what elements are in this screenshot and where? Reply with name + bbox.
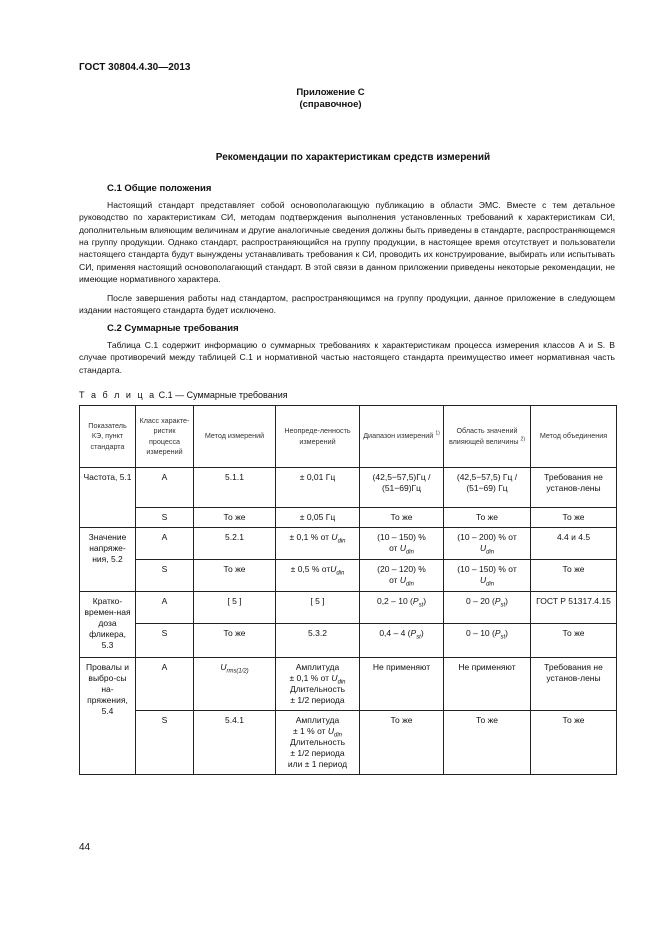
header-range: Диапазон измерений $^{1)}$ xyxy=(360,406,444,468)
header-method: Метод измерений xyxy=(194,406,276,468)
section-1-paragraph-1: Настоящий стандарт представляет собой основополагающую публикацию в области ЭМС. Вместе с тем детальное руководство по характеристикам СИ, методам подтверждения выполнения установленных требований к характеристикам СИ, дополнительным влияющим величинам и другие аналогичные сведения должны быть приведены в стандарте, распространяющемся на группу продукции. Однако стандарт, распространяющийся на группу продукции, в настоящее время отсутствует и пользователи настоящего стандарта будут вынуждены устанавливать требования к СИ, проводить их конструирование, выбирать или испытывать СИ, применяя настоящий основополагающий стандарт. В этой связи в данном приложении приведены некоторые рекомендации, не имеющие нормативного характера. xyxy=(79,200,615,285)
annex-type: (справочное) xyxy=(299,99,362,110)
table-caption-text: С.1 — Суммарные требования xyxy=(156,390,288,400)
method-cell: 5.4.1 xyxy=(194,711,276,775)
uncertainty-cell: ± 0,5 % отU$_{din}$ xyxy=(276,560,360,592)
param-flicker: Кратко-времен-ная доза фликера, 5.3 xyxy=(80,592,136,658)
method-cell: 5.1.1 xyxy=(194,468,276,508)
header-class: Класс характе-ристик процесса измерений xyxy=(136,406,194,468)
influence-cell: (10 – 200) % от $U_{din}$ xyxy=(444,528,531,560)
section-heading-2: С.2 Суммарные требования xyxy=(107,323,239,334)
range-cell: То же xyxy=(360,711,444,775)
aggregation-cell: То же xyxy=(531,624,617,658)
range-cell: (42,5−57,5)Гц / (51−69)Гц xyxy=(360,468,444,508)
table-row xyxy=(80,711,617,775)
class-cell: A xyxy=(136,468,194,508)
class-cell: A xyxy=(136,528,194,560)
class-cell: S xyxy=(136,560,194,592)
aggregation-cell: То же xyxy=(531,508,617,528)
class-cell: A xyxy=(136,592,194,624)
method-cell: То же xyxy=(194,508,276,528)
uncertainty-cell: ± 0,1 % от $U_{din}$ xyxy=(276,528,360,560)
table-row xyxy=(80,592,617,624)
section-2-paragraph-1: Таблица С.1 содержит информацию о суммарных требованиях к характеристикам процесса измерения классов A и S. В случае противоречий между таблицей С.1 и нормативной частью настоящего стандарта преимущество имеет нормативная часть стандарта. xyxy=(79,340,615,375)
table-row xyxy=(80,658,617,711)
uncertainty-cell: ± 0,05 Гц xyxy=(276,508,360,528)
param-frequency: Частота, 5.1 xyxy=(80,468,136,528)
range-cell: 0,4 – 4 $(P_{st})$ xyxy=(360,624,444,658)
table-row xyxy=(80,624,617,658)
class-cell: S xyxy=(136,508,194,528)
aggregation-cell: Требования не установ-лены xyxy=(531,658,617,711)
section-1-paragraph-2: После завершения работы над стандартом, распространяющимся на группу продукции, данное приложение в следующем издании настоящего стандарта будет исключено. xyxy=(79,293,615,316)
requirements-table xyxy=(79,405,617,775)
aggregation-cell: ГОСТ Р 51317.4.15 xyxy=(531,592,617,624)
header-parameter: Показатель КЭ, пункт стандарта xyxy=(80,406,136,468)
annex-title: Рекомендации по характеристикам средств измерений xyxy=(215,152,491,163)
table-row xyxy=(80,528,617,560)
param-voltage: Значение напряже-ния, 5.2 xyxy=(80,528,136,592)
aggregation-cell: 4.4 и 4.5 xyxy=(531,528,617,560)
page-number: 44 xyxy=(79,842,91,853)
influence-cell: То же xyxy=(444,508,531,528)
class-cell: S xyxy=(136,624,194,658)
method-cell: [ 5 ] xyxy=(194,592,276,624)
header-aggregation: Метод объединения xyxy=(531,406,617,468)
uncertainty-cell: Амплитуда ± 1 % от $U_{din}$ Длительность ± 1/2 периода или ± 1 период xyxy=(276,711,360,775)
table-row xyxy=(80,468,617,508)
class-cell: A xyxy=(136,658,194,711)
range-cell: То же xyxy=(360,508,444,528)
uncertainty-cell: [ 5 ] xyxy=(276,592,360,624)
range-cell: (20 – 120) % от $U_{din}$ xyxy=(360,560,444,592)
section-heading-1: С.1 Общие положения xyxy=(107,183,212,194)
method-cell: То же xyxy=(194,624,276,658)
table-header-row xyxy=(80,406,617,468)
influence-cell: (10 – 150) % от $U_{din}$ xyxy=(444,560,531,592)
header-uncertainty: Неопреде-ленность измерений xyxy=(276,406,360,468)
method-cell: 5.2.1 xyxy=(194,528,276,560)
table-row xyxy=(80,560,617,592)
influence-cell: Не применяют xyxy=(444,658,531,711)
param-dips-swells: Провалы и выбро-сы на-пряжения, 5.4 xyxy=(80,658,136,775)
range-cell: 0,2 – 10 $(P_{st})$ xyxy=(360,592,444,624)
method-cell: $U_{rms(1/2)}$ xyxy=(194,658,276,711)
uncertainty-cell: 5.3.2 xyxy=(276,624,360,658)
uncertainty-cell: Амплитуда ± 0,1 % от $U_{din}$ Длительность ± 1/2 периода xyxy=(276,658,360,711)
method-cell: То же xyxy=(194,560,276,592)
uncertainty-cell: ± 0,01 Гц xyxy=(276,468,360,508)
influence-cell: (42,5−57,5) Гц / (51−69) Гц xyxy=(444,468,531,508)
table-caption-label: Т а б л и ц а xyxy=(79,390,157,400)
annex-label: Приложение С xyxy=(296,87,365,98)
aggregation-cell: Требования не установ-лены xyxy=(531,468,617,508)
aggregation-cell: То же xyxy=(531,711,617,775)
table-row xyxy=(80,508,617,528)
document-header: ГОСТ 30804.4.30—2013 xyxy=(79,62,191,73)
range-cell: (10 – 150) % от $U_{din}$ xyxy=(360,528,444,560)
class-cell: S xyxy=(136,711,194,775)
aggregation-cell: То же xyxy=(531,560,617,592)
influence-cell: 0 – 10 $(P_{st})$ xyxy=(444,624,531,658)
table-caption xyxy=(79,390,288,400)
influence-cell: То же xyxy=(444,711,531,775)
header-influence: Область значений влияющей величины $^{2)}$ xyxy=(444,406,531,468)
range-cell: Не применяют xyxy=(360,658,444,711)
influence-cell: 0 – 20 $(P_{st})$ xyxy=(444,592,531,624)
